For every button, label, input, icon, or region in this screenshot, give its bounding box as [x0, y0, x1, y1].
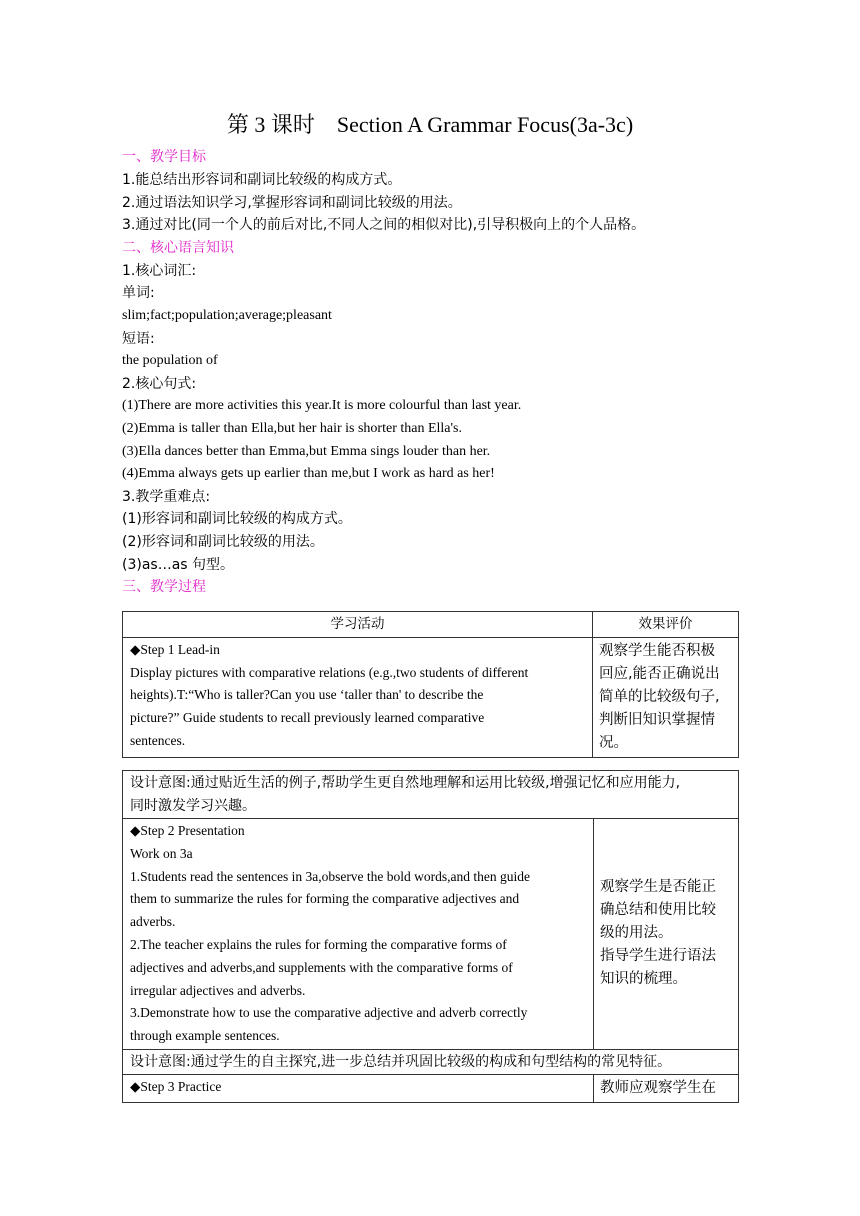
step3-eval-cell: 教师应观察学生在 — [594, 1075, 739, 1103]
step1-title: ◆Step 1 Lead-in — [130, 641, 220, 657]
step2-line: adverbs. — [130, 914, 176, 930]
eval-line: 观察学生能否积极 — [599, 642, 715, 659]
lesson-title: 第 3 课时 Section A Grammar Focus(3a-3c) — [226, 112, 634, 137]
step2-cell — [123, 819, 594, 1050]
eval-line: 级的用法。 — [600, 925, 673, 942]
key-point: (2)形容词和副词比较级的用法。 — [122, 533, 324, 550]
table-row — [123, 637, 739, 757]
sentences-label: 2.核心句式: — [122, 375, 197, 392]
step1-line: heights).T:“Who is taller?Can you use ‘taller than' to describe the — [130, 687, 484, 703]
goal-item: 3.通过对比(同一个人的前后对比,不同人之间的相似对比),引导积极向上的个人品格。 — [122, 217, 646, 234]
words-list: slim;fact;population;average;pleasant — [122, 307, 332, 323]
step2-line: them to summarize the rules for forming the comparative adjectives and — [130, 891, 520, 907]
step1-line: sentences. — [130, 732, 186, 748]
key-label: 3.教学重难点: — [122, 488, 211, 505]
sentence-item: (2)Emma is taller than Ella,but her hair is shorter than Ella's. — [122, 420, 462, 436]
step1-cell — [123, 637, 593, 757]
step2-line: 2.The teacher explains the rules for forming the comparative forms of — [130, 936, 507, 952]
eval-line: 回应,能否正确说出 — [599, 665, 720, 682]
eval-line: 指导学生进行语法 — [600, 948, 716, 965]
phrases-label: 短语: — [122, 330, 155, 347]
step2-title: ◆Step 2 Presentation — [130, 823, 245, 838]
process-heading: 三、教学过程 — [122, 579, 206, 596]
goal-item: 1.能总结出形容词和副词比较级的构成方式。 — [122, 172, 402, 188]
step2-eval-cell — [594, 819, 739, 1050]
col-eval-header: 效果评价 — [593, 612, 739, 638]
eval-line: 判断旧知识掌握情 — [599, 711, 715, 728]
step1-line: picture?” Guide students to recall previously learned comparative — [130, 710, 485, 726]
table-row — [123, 1075, 739, 1103]
key-point: (3)as…as 句型。 — [122, 556, 235, 573]
step2-line: irregular adjectives and adverbs. — [130, 982, 306, 998]
step2-line: through example sentences. — [130, 1028, 280, 1044]
lesson-content — [122, 146, 738, 599]
phrases-list: the population of — [122, 353, 218, 369]
eval-line: 况。 — [599, 734, 628, 751]
goal-item: 2.通过语法知识学习,掌握形容词和副词比较级的用法。 — [122, 194, 462, 211]
eval-line: 确总结和使用比较 — [600, 902, 716, 919]
step2-line: 1.Students read the sentences in 3a,observe the bold words,and then guide — [130, 868, 531, 884]
step1-eval-cell — [593, 637, 739, 757]
table-row — [123, 819, 739, 1050]
step3-cell: ◆Step 3 Practice — [123, 1075, 594, 1103]
goals-heading: 一、教学目标 — [122, 149, 206, 165]
step1-line: Display pictures with comparative relations (e.g.,two students of different — [130, 664, 529, 680]
core-heading: 二、核心语言知识 — [122, 239, 234, 256]
sentence-item: (4)Emma always gets up earlier than me,but I work as hard as her! — [122, 466, 495, 482]
process-table-1 — [122, 611, 739, 758]
step2-line: 3.Demonstrate how to use the comparative adjective and adverb correctly — [130, 1005, 528, 1021]
eval-line: 知识的梳理。 — [600, 971, 687, 988]
eval-line: 观察学生是否能正 — [600, 879, 716, 896]
sentence-item: (1)There are more activities this year.It is more colourful than last year. — [122, 398, 522, 414]
table-row — [123, 1049, 739, 1075]
design-line: 同时激发学习兴趣。 — [130, 797, 256, 814]
table-header-row — [123, 612, 739, 638]
table-row — [123, 771, 739, 819]
vocab-label: 1.核心词汇: — [122, 262, 197, 279]
key-point: (1)形容词和副词比较级的构成方式。 — [122, 511, 352, 528]
sentence-item: (3)Ella dances better than Emma,but Emma sings louder than her. — [122, 443, 491, 459]
design-intent-2: 设计意图:通过学生的自主探究,进一步总结并巩固比较级的构成和句型结构的常见特征。 — [123, 1049, 739, 1075]
step2-line: Work on 3a — [130, 845, 193, 861]
design-intent-1 — [123, 771, 739, 819]
design-line: 设计意图:通过贴近生活的例子,帮助学生更自然地理解和运用比较级,增强记忆和应用能力, — [130, 775, 681, 791]
process-table-2 — [122, 770, 739, 1103]
words-label: 单词: — [122, 285, 155, 302]
col-activity-header: 学习活动 — [123, 612, 593, 638]
eval-line: 简单的比较级句子, — [599, 688, 720, 705]
step2-line: adjectives and adverbs,and supplements with the comparative forms of — [130, 959, 513, 975]
